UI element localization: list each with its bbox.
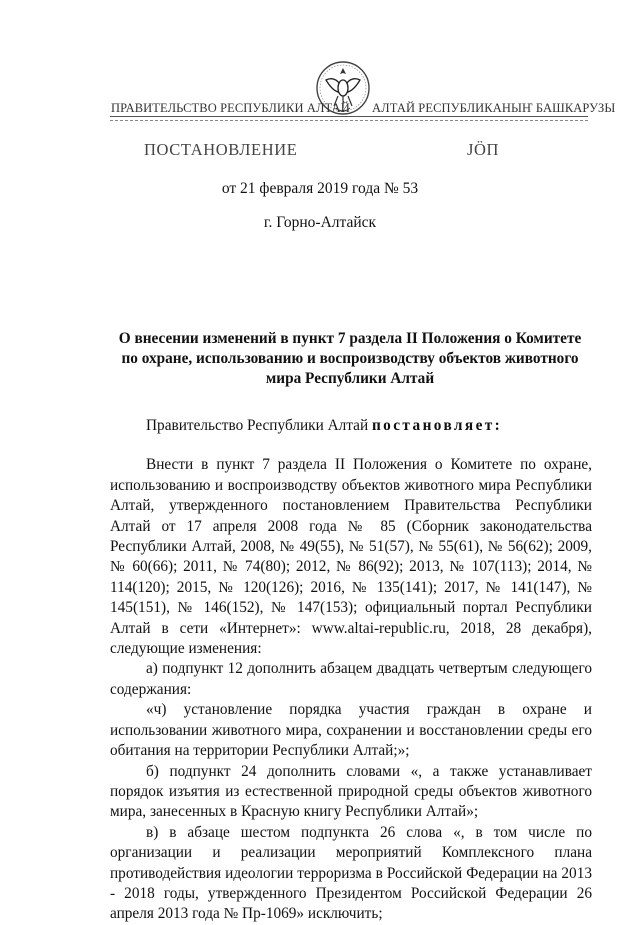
header-divider — [110, 116, 588, 117]
amendment-b: б) подпункт 24 дополнить словами «, а также устанавливает порядок изъятия из естественной природной среды объектов животного мира, занесенных в Красную книгу Республики Алтай»; — [110, 762, 592, 821]
header-divider-dashed — [110, 120, 588, 121]
document-date-number: от 21 февраля 2019 года № 53 — [221, 180, 419, 197]
intro-paragraph — [110, 416, 592, 436]
document-body — [110, 416, 592, 925]
amendment-ch-text: «ч) установление порядка участия граждан в охране и использовании животного мира, сохранении и восстановлении среды его обитания на территории Республики Алтай;»; — [110, 701, 592, 760]
org-name-altai: АЛТАЙ РЕСПУБЛИКАНЫҤ БАШКАРУЗЫ — [372, 101, 616, 115]
document-type-russian: ПОСТАНОВЛЕНИЕ — [144, 140, 298, 159]
amendment-a: а) подпункт 12 дополнить абзацем двадцать четвертым следующего содержания: — [110, 660, 592, 698]
document-title: О внесении изменений в пункт 7 раздела II Положения о Комитете по охране, использованию и воспроизводству объектов животного мира Республики Алтай — [118, 330, 582, 387]
document-city: г. Горно-Алтайск — [263, 214, 377, 231]
org-name-russian: ПРАВИТЕЛЬСТВО РЕСПУБЛИКИ АЛТАЙ — [111, 101, 350, 115]
amendment-v: в) в абзаце шестом подпункта 26 слова «, в том числе по организации и реализации мероприятий Комплексного плана противодействия идеологии терроризма в Российской Федерации на 2013 - 2018 годы, утвержденного Президентом Российской Федерации 26 апреля 2013 года № Пр-1069» исключить; — [110, 823, 592, 923]
decree-word: постановляет: — [371, 417, 503, 434]
document-type-altai: ЈÖП — [467, 140, 500, 159]
main-paragraph: Внести в пункт 7 раздела II Положения о Комитете по охране, использованию и воспроизводству объектов животного мира Республики Алтай, утвержденного постановлением Правительства Республики Алтай от 17 апреля 2008 года № 85 (Сборник законодательства Республики Алтай, 2008, № 49(55), № 51(57), № 55(61), № 56(62); 2009, № 60(66); 2011, № 74(80); 2012, № 86(92); 2013, № 107(113); 2014, № 114(120); 2015, № 120(126); 2016, № 135(141); 2017, № 141(147), № 145(151), № 146(152), № 147(153); официальный портал Республики Алтай в сети «Интернет»: www.altai-republic.ru, 2018, 28 декабря), следующие изменения: — [110, 456, 592, 658]
intro-text: Правительство Республики Алтай — [146, 417, 372, 434]
